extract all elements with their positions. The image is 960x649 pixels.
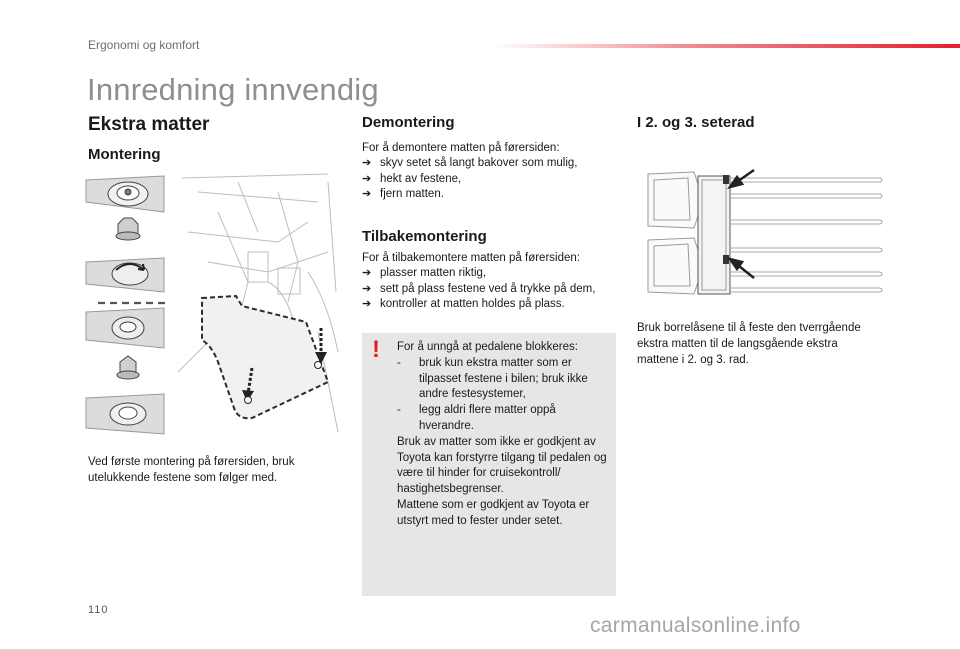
list-item: ➔ sett på plass festene ved å trykke på dem, [362,282,612,298]
demontering-block [362,140,612,203]
arrow-bullet-icon: ➔ [362,267,372,279]
heading-tilbakemontering: Tilbakemontering [362,228,487,245]
list-item: ➔ fjern matten. [362,187,612,203]
watermark: carmanualsonline.info [590,614,801,637]
arrow-bullet-icon: ➔ [362,188,372,200]
driver-footwell-illustration [178,172,340,442]
list-item: ➔ skyv setet så langt bakover som mulig, [362,156,612,172]
tilbakemontering-block [362,250,612,313]
montering-caption: Ved første montering på førersiden, bruk utelukkende festene som følger med. [88,456,295,484]
page-number: 110 [88,604,109,616]
heading-seterad: I 2. og 3. seterad [637,114,755,131]
tilbakemontering-intro: For å tilbakemontere matten på førersiden: [362,252,580,264]
warning-note-text [397,340,607,530]
rear-seat-mats-illustration [644,164,888,304]
note-paragraph: Mattene som er godkjent av Toyota er utstyrt med to fester under setet. [397,498,590,527]
warning-exclamation-icon: ! [372,336,380,363]
note-intro: For å unngå at pedalene blokkeres: [397,341,578,353]
list-item: ➔ kontroller at matten holdes på plass. [362,297,612,313]
section-title: Ergonomi og komfort [88,38,200,52]
heading-montering: Montering [88,146,161,163]
demontering-intro: For å demontere matten på førersiden: [362,142,560,154]
list-item: ➔ plasser matten riktig, [362,266,612,282]
heading-ekstra-matter: Ekstra matter [88,114,210,135]
header-accent-bar [492,44,960,48]
page-title: Innredning innvendig [87,72,379,107]
arrow-bullet-icon: ➔ [362,157,372,169]
list-item: - bruk kun ekstra matter som er tilpasset festene i bilen; bruk ikke andre festesystemer, [397,356,588,401]
arrow-bullet-icon: ➔ [362,298,372,310]
arrow-bullet-icon: ➔ [362,172,372,185]
fastener-steps-illustration [84,172,174,442]
note-paragraph: Bruk av matter som ikke er godkjent av Toyota kan forstyrre tilgang til pedalen og være til hinder for cruisekontroll/ hastighetsbegrenser. [397,435,607,496]
seterad-caption: Bruk borrelåsene til å feste den tverrgående ekstra matten til de langsgående ekstra mattene i 2. og 3. rad. [637,322,861,366]
heading-demontering: Demontering [362,114,455,131]
list-item: ➔ hekt av festene, [362,172,612,188]
list-item: - legg aldri flere matter oppå hverandre. [397,404,556,432]
arrow-bullet-icon: ➔ [362,282,372,295]
